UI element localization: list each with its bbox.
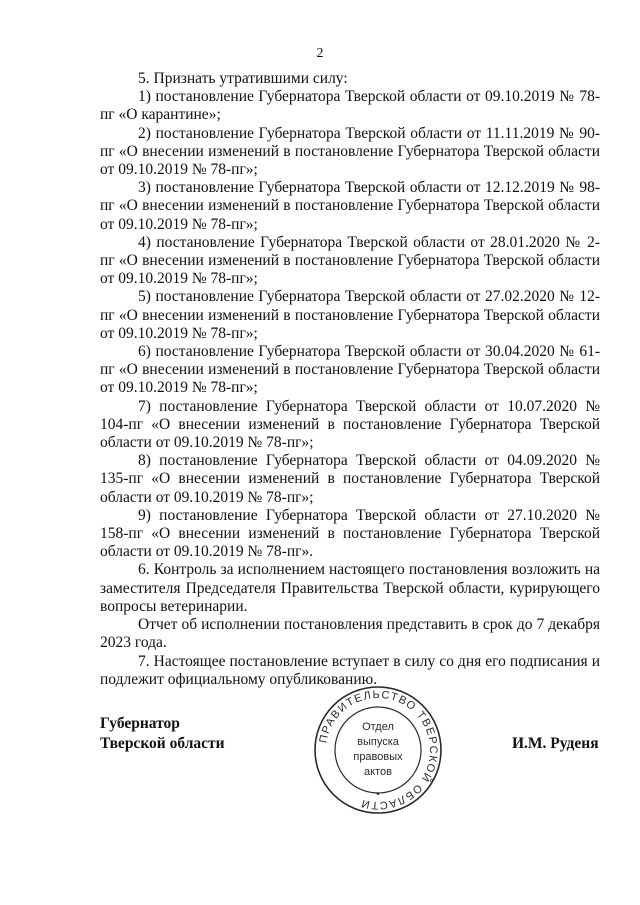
stamp-line-1: Отдел xyxy=(362,721,394,733)
official-stamp xyxy=(312,684,444,816)
paragraph-repeal-6: 6) постановление Губернатора Тверской области от 30.04.2020 № 61-пг «О внесении изменений в постановление Губернатора Тверской области от 09.10.2019 № 78-пг»; xyxy=(100,343,600,397)
page-number: 2 xyxy=(316,46,324,61)
paragraph-repeal-7: 7) постановление Губернатора Тверской области от 10.07.2020 № 104-пг «О внесении изменений в постановление Губернатора Тверской области от 09.10.2019 № 78-пг»; xyxy=(100,397,600,452)
signatory-title-line2: Тверской области xyxy=(100,735,225,752)
paragraph-repeal-9: 9) постановление Губернатора Тверской области от 27.10.2020 № 158-пг «О внесении изменений в постановление Губернатора Тверской области от 09.10.2019 № 78-пг». xyxy=(100,506,600,561)
stamp-ring-textpath: ПРАВИТЕЛЬСТВО ТВЕРСКОЙ ОБЛАСТИ xyxy=(317,688,440,812)
document-body xyxy=(100,70,600,689)
signatory-title xyxy=(100,714,225,754)
stamp-inner-ring xyxy=(335,707,421,793)
paragraph-repeal-4: 4) постановление Губернатора Тверской области от 28.01.2020 № 2-пг «О внесении изменений в постановление Губернатора Тверской области от 09.10.2019 № 78-пг»; xyxy=(100,233,600,288)
stamp-line-2: выпуска xyxy=(357,736,399,748)
stamp-dot: • xyxy=(376,789,380,800)
paragraph-item-6-control: 6. Контроль за исполнением настоящего постановления возложить на заместителя Председателя Правительства Тверской области, курирующего вопросы ветеринарии. xyxy=(100,561,600,615)
paragraph-report-deadline: Отчет об исполнении постановления представить в срок до 7 декабря 2023 года. xyxy=(100,616,600,652)
paragraph-repeal-2: 2) постановление Губернатора Тверской области от 11.11.2019 № 90-пг «О внесении изменений в постановление Губернатора Тверской области от 09.10.2019 № 78-пг»; xyxy=(100,124,600,179)
stamp-line-3: правовых xyxy=(353,751,403,763)
paragraph-item-7-effect: 7. Настоящее постановление вступает в силу со дня его подписания и подлежит официальному опубликованию. xyxy=(100,652,600,688)
stamp-line-4: актов xyxy=(364,766,392,778)
paragraph-repeal-5: 5) постановление Губернатора Тверской области от 27.02.2020 № 12-пг «О внесении изменений в постановление Губернатора Тверской области от 09.10.2019 № 78-пг»; xyxy=(100,288,600,342)
paragraph-repeal-8: 8) постановление Губернатора Тверской области от 04.09.2020 № 135-пг «О внесении изменений в постановление Губернатора Тверской области от 09.10.2019 № 78-пг»; xyxy=(100,452,600,506)
paragraph-item-5-heading: 5. Признать утратившими силу: xyxy=(138,70,348,87)
signatory-name: И.М. Руденя xyxy=(512,735,599,752)
signatory-title-line1: Губернатор xyxy=(100,715,180,732)
paragraph-repeal-1: 1) постановление Губернатора Тверской области от 09.10.2019 № 78-пг «О карантине»; xyxy=(100,88,600,124)
paragraph-repeal-3: 3) постановление Губернатора Тверской области от 12.12.2019 № 98-пг «О внесении изменений в постановление Губернатора Тверской области от 09.10.2019 № 78-пг»; xyxy=(100,179,600,233)
